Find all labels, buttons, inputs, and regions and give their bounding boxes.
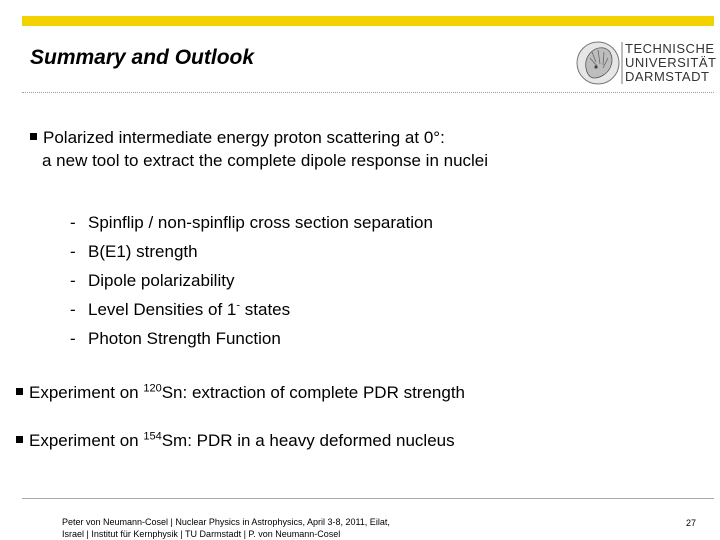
list-item (70, 266, 433, 295)
logo-line-2: UNIVERSITÄT (625, 55, 717, 70)
square-bullet-icon (30, 133, 37, 140)
list-item-text: Dipole polarizability (88, 271, 235, 290)
bullet-experiment-sm (16, 431, 455, 451)
accent-bar (22, 16, 714, 26)
bullet3-text: Sm: PDR in a heavy deformed nucleus (161, 431, 455, 450)
superscript-minus: - (236, 299, 241, 312)
logo-line-1: TECHNISCHE (625, 41, 715, 56)
isotope-mass-number: 120 (143, 382, 162, 395)
dash-marker: - (70, 242, 76, 261)
list-item (70, 295, 433, 324)
footer-credit-line-1: Peter von Neumann-Cosel | Nuclear Physics in Astrophysics, April 3-8, 2011, Eilat, (62, 517, 390, 527)
square-bullet-icon (16, 388, 23, 395)
list-item-text: Level Densities of 1 (88, 300, 237, 319)
sub-item-list (70, 208, 433, 353)
list-item-text: B(E1) strength (88, 242, 198, 261)
bullet1-text: Polarized intermediate energy proton scattering at 0°: (43, 128, 445, 147)
square-bullet-icon (16, 436, 23, 443)
footer-divider (22, 498, 714, 499)
list-item (70, 237, 433, 266)
bullet2-text: Sn: extraction of complete PDR strength (161, 383, 466, 402)
isotope-mass-number: 154 (143, 430, 162, 443)
list-item (70, 324, 433, 353)
header-divider (22, 92, 714, 93)
page-title: Summary and Outlook (30, 46, 255, 69)
bullet1-continuation: a new tool to extract the complete dipole response in nuclei (42, 151, 489, 170)
list-item-text: Spinflip / non-spinflip cross section separation (88, 213, 433, 232)
dash-marker: - (70, 213, 76, 232)
list-item-text: Photon Strength Function (88, 329, 281, 348)
bullet2-prefix: Experiment on (29, 383, 144, 402)
list-item (70, 208, 433, 237)
athena-emblem-icon (577, 42, 619, 84)
bullet3-prefix: Experiment on (29, 431, 144, 450)
footer-credit-line-2: Israel | Institut für Kernphysik | TU Darmstadt | P. von Neumann-Cosel (62, 529, 341, 539)
page-number: 27 (685, 518, 696, 528)
bullet-polarized-scattering (30, 124, 445, 151)
logo-line-3: DARMSTADT (625, 69, 710, 84)
bullet-experiment-sn (16, 383, 465, 403)
logo-wordmark (625, 42, 716, 84)
dash-marker: - (70, 300, 76, 319)
dash-marker: - (70, 271, 76, 290)
dash-marker: - (70, 329, 76, 348)
list-item-text-tail: states (240, 300, 291, 319)
